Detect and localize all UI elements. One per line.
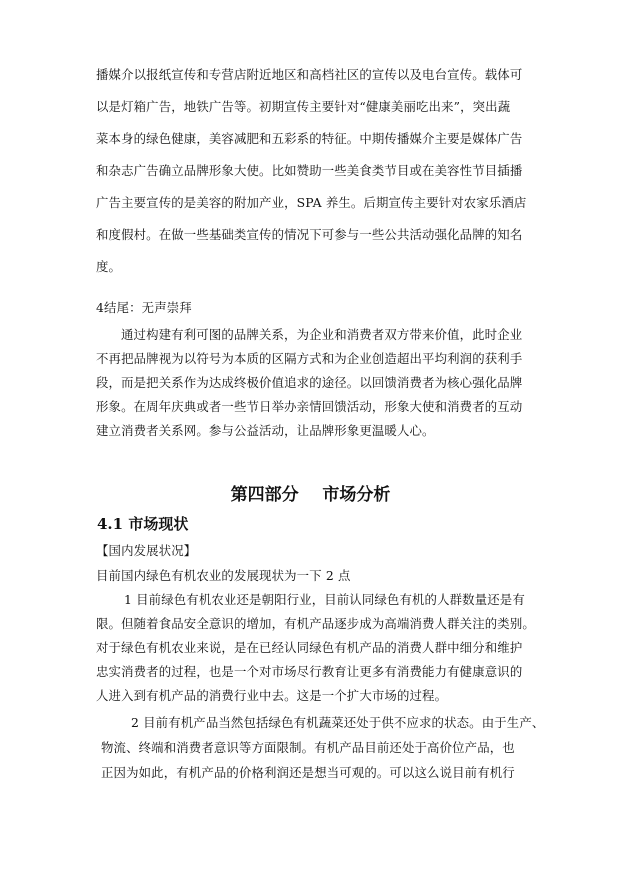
text-line: 和杂志广告确立品牌形象大使。比如赞助一些美食类节目或在美容性节目插播 [96, 163, 523, 178]
text-line: 正因为如此，有机产品的价格利润还是想当可观的。可以这么说目前有机行 [101, 765, 515, 780]
lead-line: 目前国内绿色有机农业的发展现状为一下 2 点 [96, 568, 351, 583]
section-heading: 4结尾：无声崇拜 [96, 300, 192, 315]
text-line: 人进入到有机产品的消费行业中去。这是一个扩大市场的过程。 [96, 688, 448, 703]
text-line: 2 目前有机产品当然包括绿色有机蔬菜还处于供不应求的状态。由于生产、 [131, 715, 545, 730]
text-line: 菜本身的绿色健康，美容减肥和五彩系的特征。中期传播媒介主要是媒体广告 [96, 131, 523, 146]
text-line: 形象。在周年庆典或者一些节日举办亲情回馈活动，形象大使和消费者的互动 [96, 399, 523, 414]
bracket-label: 【国内发展状况】 [96, 543, 197, 558]
text-line: 对于绿色有机农业来说，是在已经认同绿色有机产品的消费人群中细分和维护 [96, 640, 523, 655]
subsection-title: 4.1 市场现状 [97, 515, 189, 533]
text-line: 广告主要宣传的是美容的附加产业，SPA 养生。后期宣传主要针对农家乐酒店 [96, 195, 527, 210]
text-line: 物流、终端和消费者意识等方面限制。有机产品目前还处于高价位产品，也 [101, 740, 515, 755]
text-line: 以是灯箱广告，地铁广告等。初期宣传主要针对“健康美丽吃出来”，突出蔬 [96, 99, 511, 114]
text-line: 通过构建有利可图的品牌关系，为企业和消费者双方带来价值，此时企业 [121, 327, 523, 342]
text-line: 不再把品牌视为以符号为本质的区隔方式和为企业创造超出平均利润的获利手 [96, 351, 523, 366]
text-line: 1 目前绿色有机农业还是朝阳行业，目前认同绿色有机的人群数量还是有 [124, 592, 525, 607]
text-line: 段，而是把关系作为达成终极价值追求的途径。以回馈消费者为核心强化品牌 [96, 375, 523, 390]
text-line: 限。但随着食品安全意识的增加，有机产品逐步成为高端消费人群关注的类别。 [96, 616, 535, 631]
part-title: 第四部分 市场分析 [230, 485, 391, 505]
text-line: 度。 [96, 259, 122, 274]
text-line: 播媒介以报纸宣传和专营店附近地区和高档社区的宣传以及电台宣传。载体可 [96, 67, 523, 82]
text-line: 忠实消费者的过程，也是一个对市场尽行教育让更多有消费能力有健康意识的 [96, 664, 523, 679]
text-line: 建立消费者关系网。参与公益活动，让品牌形象更温暖人心。 [96, 423, 435, 438]
text-line: 和度假村。在做一些基础类宣传的情况下可参与一些公共活动强化品牌的知名 [96, 227, 523, 242]
